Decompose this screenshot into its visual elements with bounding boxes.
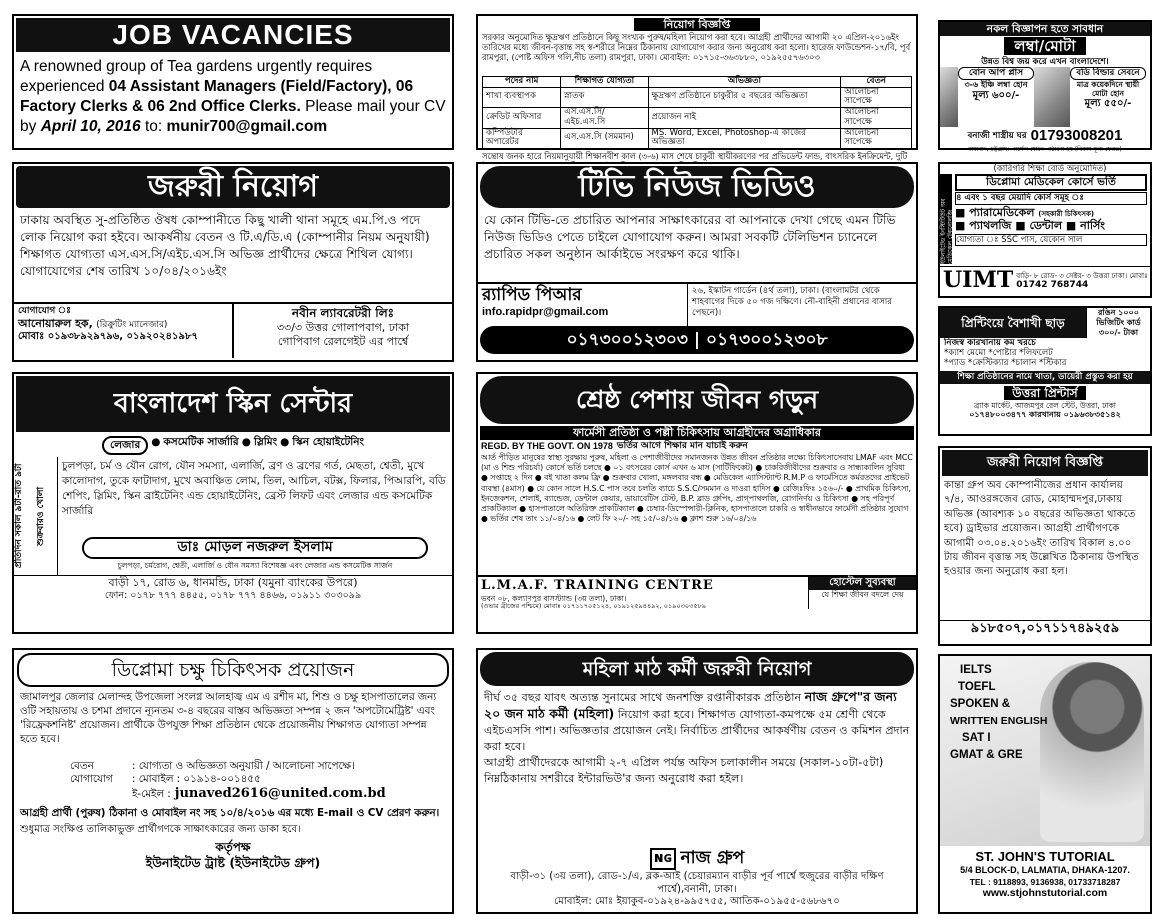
niyog-intro: সরকার অনুমোদিত ক্ষুদ্রঋণ প্রতিষ্ঠানে কিছু সংখ্যক পুরুষ/মহিলা নিয়োগ করা হবে। আগ্রহী প্রার্থীদের আগামী ২০ এপ্রিল-২০১৬ইং তারিখের মধ্যে জীবন-বৃত্তান্ত সহ স্ব-শরীরে নিম্নের ঠিকানায় যোগাযোগ করার জন্য অনুরোধ করা হলো। হারেজ ফাউন্ডেশন-১৭/বি, পূর্ব রামপুরা, (পোষ্ট অফিস গলি,নীচ তলা) রামপুরা, ঢাকা। মোবাইল: ০১৭১৫-৩৬৩৮৮০, ০১৯২৫৫৭৬৩০৩ (482, 31, 911, 62)
tv-news-body: যে কোন টিভি-তে প্রচারিত আপনার সাক্ষাৎকারের বা আপনাকে দেখা গেছে এমন টিভি নিউজ ভিডিও পেতে চাইলে যোগাযোগ করুন। আমরা সবকটি টেলিভিশন চ্যানেলে প্রচারিত সকল অনুষ্ঠান আর্কাইভে সংরক্ষণ করে থাকি। (484, 213, 896, 261)
joruri-contact-mobile[interactable]: মোবাঃ ০১৯৩৮৯২৯৭৯৬, ০১৯২০২৪১৯৮৭ (18, 330, 198, 342)
st-johns-website[interactable]: www.stjohnstutorial.com (982, 887, 1108, 900)
muscle-man-photo (1034, 67, 1070, 127)
joruri-niyog-ad: জরুরী নিয়োগ ঢাকায় অবস্থিত সু-প্রতিষ্ঠিত ঔষধ কোম্পানীতে কিছু খালী থানা সমূহে এম.পি.ও পদে লোক নিয়োগ করা হইবে। আকর্ষনীয় বেতন ও টি.এ/ডি.এ (কোম্পানীর নিয়ম অনুযায়ী) শিক্ষাগত যোগ্যতা এস.এস.সি/এইচ.এস.সি অভিজ্ঞ প্রার্থীদের ক্ষেত্রে শিথিল যোগ্য। যোগাযোগের শেষ তারিখ ১০/০৪/২০১৬ইং যোগাযোগ ঃ আনোয়ারুল হক, (রিক্রুটিং ম্যানেজার) মোবাঃ ০১৯৩৮৯২৯৭৯৬, ০১৯২০২৪১৯৮৭ নবীন ল্যাবরেটরী লিঃ ৩৩/৩ উত্তর গোলাপবাগ, ঢাকা গোপিবাগ রেলগেইট এর পার্শ্বে (12, 162, 454, 362)
st-johns-tel[interactable]: TEL : 9118893, 9136938, 01733718287 (969, 876, 1121, 887)
niyog-biggopti-ad (476, 14, 918, 162)
skin-center-ad: বাংলাদেশ স্কিন সেন্টার লেজার ● কসমেটিক সার্জারি ● স্লিমিং ● স্কিন হোয়াইটেনিং প্রতিদিন সকাল ৯টা-রাত ৯টা শুক্রবারও খোলা চুলপড়া, চর্ম ও যৌন রোগ, যৌন সমস্যা, এলার্জি, ব্রণ ও ব্রণের গর্ত, মেছতা, শ্বেতী, মুখে কালোদাগ, তুকে ফাটাদাগ, মুখে অবাঞ্চিত লোম, তিল, আচিল, বটক্স, ফিলার, পিআরপি, বডি শেপিং, স্লিমিং, স্কিন ব্রাইটেনিং এন্ড হোয়াইটেনিং, ব্রেস্ট লিফট এবং লেজার এন্ড কসমেটিক সার্জারি ডাঃ মোড়ল নজরুল ইসলাম চুলপড়া, চর্মরোগ, শ্বেতী, এলার্জি ও যৌন সমস্যা বিশেষজ্ঞ এবং লেজার এন্ড কসমেটিক সার্জন বাড়ী ১৭, রোড ৬, ধানমন্ডি, ঢাকা (যমুনা ব্যাংকের উপরে) ফোন: ০১৭৮ ৭৭৭ ৪৪৫৫, ০১৭৮ ৭৭৭ ৪৪৬৬, ০১৯১১ ৩০৩০৯৯ (12, 372, 454, 634)
job-vacancies-title: JOB VACANCIES (16, 18, 450, 52)
joruri-niyog-body: ঢাকায় অবস্থিত সু-প্রতিষ্ঠিত ঔষধ কোম্পানীতে কিছু খালী থানা সমূহে এম.পি.ও পদে লোক নিয়োগ করা হইবে। আকর্ষনীয় বেতন ও টি.এ/ডি.এ (কোম্পানীর নিয়ম অনুযায়ী) শিক্ষাগত যোগ্যতা এস.এস.সি/এইচ.এস.সি অভিজ্ঞ প্রার্থীদের ক্ষেত্রে শিথিল যোগ্য। যোগাযোগের শেষ তারিখ ১০/০৪/২০১৬ইং (20, 213, 430, 278)
skin-center-body: চুলপড়া, চর্ম ও যৌন রোগ, যৌন সমস্যা, এলার্জি, ব্রণ ও ব্রণের গর্ত, মেছতা, শ্বেতী, মুখে কালোদাগ, তুকে ফাটাদাগ, মুখে অবাঞ্চিত লোম, তিল, আচিল, বটক্স, ফিলার, পিআরপি, বডি শেপিং, স্লিমিং, স্কিন ব্রাইটেনিং এন্ড হোয়াইটেনিং, ব্রেস্ট লিফট এবং লেজার এন্ড কসমেটিক সার্জারি (62, 460, 446, 518)
uimt-phone[interactable]: 01742 768744 (1016, 279, 1089, 290)
joruri-niyog-2-body: কান্তা গ্রুপ অব কোম্পানীজের প্রধান কার্যালয় ৭/৪, আওরঙ্গজেব রোড, মোহাম্মদপুর,ঢাকায় অভিজ্ঞ (আবশ্যক ১০ বছরের অভিজ্ঞতা থাকতে হবে) ড্রাইভার প্রয়োজন। আগ্রহী প্রার্থীগণকে আগামী ০৩.০৪.২০১৬ইং তারিখ বিকাল ৪.০০ টায় জীবন বৃত্তান্ত সহ উল্লেখিত ঠিকানায় উপস্থিত হওয়ার জন্য অনুরোধ করা হল। (944, 480, 1139, 578)
uttara-printers-brand: উত্তরা প্রিন্টার্স (1004, 386, 1085, 400)
student-photo (1040, 662, 1144, 842)
chokkhu-mobile[interactable]: : মোবাইল : ০১৯১৪-০০১৪৫৫ (132, 772, 261, 785)
lomba-mota-ad: নকল বিজ্ঞাপন হতে সাবধান লম্বা/মোটা উন্নত বিশ্ব জয় করে এখন বাংলাদেশে। বোন আপ প্লাস ৩-৬ ইঞ্চি লম্বা হোন মূল্য ৬০০/- বডি বিল্ডার সেবনে মাত্র কয়েকদিনে স্থায়ী মোটা হোন মূল্য ৫৫০/- বনাজী শাস্ত্রীয় ঘর 01793008201 অম্বাবাদ, চট্টগ্রাম। পার্সেল যোগে পাঠানো হয় (বিকাশ মূল্য ফেরত) (938, 20, 1152, 150)
skin-center-phones[interactable]: ফোন: ০১৭৮ ৭৭৭ ৪৪৫৫, ০১৭৮ ৭৭৭ ৪৪৬৬, ০১৯১১ ৩০৩০৯৯ (104, 589, 362, 601)
tv-news-ad: টিভি নিউজ ভিডিও যে কোন টিভি-তে প্রচারিত আপনার সাক্ষাৎকারের বা আপনাকে দেখা গেছে এমন টিভি নিউজ ভিডিও পেতে চাইলে যোগাযোগ করুন। আমরা সবকটি টেলিভিশন চ্যানেলে প্রচারিত সকল অনুষ্ঠান আর্কাইভে সংরক্ষণ করে থাকি। র‍্যাপিড পিআর info.rapidpr@gmail.com ২৬, ইস্কাটন গার্ডেন (৪র্থ তলা), ঢাকা। (বাংলামটর থেকে শাহবাগের দিকে ৫০ গজ দক্ষিণে। নৌ-বাহিনী প্রধানের বাসার পেছনে)। ০১৭৩০০১২৩০৩ | ০১৭৩০০১২৩০৮ (476, 162, 918, 362)
joruri-niyog-2-phones[interactable]: ৯১৮৫০৭,০১৭১১৭৪৯২৫৯ (940, 620, 1150, 637)
fake-ad-warning: নকল বিজ্ঞাপন হতে সাবধান (940, 22, 1150, 36)
shrestho-pesha-body: আর্ত পীড়িত মানুষের স্বাস্থ্য সুরক্ষায় পুরুষ, মহিলা ও পেশাজীবীদের সমানজনক উন্নত জীবন প্রতিষ্ঠার লক্ষ্যে চিকিৎসাসেবায় LMAF এবং MCC (মা ও শিশু পরিচর্যা) কোর্সে ভর্তি চলছে ● ০১ বৎসরের কোর্স এখন ৬ মাস (সার্টিফিকেট) ● চাকরিজীবীদের শুক্রবার ও সান্ধ্যকালিন সুবিধা ● সপ্তাহে ২ দিন ● বই খাতা কলম ফ্রি ● শুক্রবার খোলা, মঙ্গলবার বন্ধ ● মেডিকেল এ্যাসিস্ট্যান্ট R.M.P ও ফার্মেসিতে কর্মরতদের প্রাইভেট ব্যবস্থা (৪মাস) ● যে কোন সালে H.S.C পাস তবে চলতি ব্যাচে S.S.C/সমমান ও দাওরা হাদিস ● রেজিঃফিঃ ১৫৬০/- ● প্রাথমিক চিকিৎসা, ইনজেকশন, শেলাই, ব্যান্ডেজ, ডেন্টাল কেয়ার, ডায়াবেটিস টেস্ট, B.P. ব্লাড গ্রুপিং, প্রাগ্‌পাথলজি, রোগনির্ণয় ও চিকিৎসা ● সহ পরিপূর্ণ প্রাকটিক্যাল ● হাসপাতালে অতিরিক্ত প্রাকটিক্যাল ● চেম্বার-ডিস্পেন্সারী-ক্লিনিক, হাসপাতালে চাকরি ও স্বাধীনভাবে ফার্মেসী প্রতিষ্ঠার সুযোগ ● ভর্তির শেষ তাং ১১/০৪/১৬ ● লেট ফি ২০/- সহ ১৫/০৪/১৬ ● ক্লাশ শুরু ১৬/০৪/১৬ (481, 453, 913, 524)
mohila-body: দীর্ঘ ৩৫ বছর যাবৎ অত্যন্ত সুনামের সাথে জনশক্তি রপ্তানীকারক প্রতিষ্ঠান নাজ গ্রুপে"র জন্য ২০ জন মাঠ কর্মী (মহিলা) নিয়োগ করা হবে। শিক্ষাগত যোগ্যতা-কমপক্ষে ৫ম শ্রেণী থেকে এইচএসসি পাশ। অভিজ্ঞতার প্রয়োজন নেই। নির্বাচিত প্রার্থীদের আকর্ষণীয় বেতন ও কমিশন প্রদান করা হবে। আগ্রহী প্রার্থীদেরকে আগামী ২-৭ এপ্রিল পর্যন্ত অফিস চলাকালীন সময়ে (সকাল-১০টা-৫টা) নিম্নঠিকানায় সশরীরে ইন্টারভিউ'র জন্য অনুরোধ করা হইল। (484, 689, 910, 785)
st-johns-name: ST. JOHN'S TUTORIAL (975, 849, 1115, 864)
st-johns-ad: IELTS TOEFL SPOKEN & WRITTEN ENGLISH SAT I GMAT & GRE ST. JOHN'S TUTORIAL 5/4 BLOCK-D, LALMATIA, DHAKA-1207. TEL : 9118893, 9136938, 01733718287 www.stjohnstutorial.com (938, 654, 1152, 914)
tall-man-photo (940, 67, 958, 127)
rapid-pr-email[interactable]: info.rapidpr@gmail.com (482, 306, 609, 319)
uimt-ad: (কারিগরি শিক্ষা বোর্ড অনুমোদিত) ইউনাইটেড ইনস্টিটিউট অব মেডিকেল টেকনোলজি ডিপ্লোমা মেডিকেল কোর্সে ভর্তি ৪ এবং ১ বছর মেয়াদি কোর্স সমূহ ঃ ■ প্যারামেডিকেল (সহকারী চিকিৎসক) ■ প্যাথলজি ■ ডেন্টাল ■ নার্সিং যোগ্যতা ঃ SSC পাস, যেকোন সাল UIMT বাড়ি- ৮ রোড- ৩ সেক্টর- ৩ উত্তরা ঢাকা। মোবাঃ 01742 768744 (938, 162, 1152, 298)
skin-services: লেজার ● কসমেটিক সার্জারি ● স্লিমিং ● স্কিন হোয়াইটেনিং (14, 434, 452, 457)
naz-group-logo-icon: ɴɢ (650, 848, 677, 870)
printing-title: প্রিন্টিংয়ে বৈশাখী ছাড় (940, 308, 1086, 338)
table-row: শাখা ব্যবস্থাপক স্নাতক ক্ষুদ্রঋণ প্রতিষ্ঠানে চাকুরীর ৫ বছরের অভিজ্ঞতা আলোচনা সাপেক্ষে (483, 87, 912, 108)
job-vacancies-body: A renowned group of Tea gardens urgently requires experienced 04 Assistant Managers (Field/Factory), 06 Factory Clerks & 06 2nd Office Clerks. Please mail your CV by April 10, 2016 to: munir700@gmail.com (20, 58, 446, 135)
mohila-title: মহিলা মাঠ কর্মী জরুরী নিয়োগ (480, 652, 914, 686)
job-vacancies-ad (12, 14, 454, 150)
shrestho-pesha-ad: শ্রেষ্ঠ পেশায় জীবন গড়ুন ফার্মেসী প্রতিষ্ঠা ও পল্লী চিকিৎসায় আগ্রহীদের অগ্রাধিকার REGD. BY THE GOVT. ON 1978 ভর্তির আগে শিক্ষার মান যাচাই করুন আর্ত পীড়িত মানুষের স্বাস্থ্য সুরক্ষায় পুরুষ, মহিলা ও পেশাজীবীদের সমানজনক উন্নত জীবন প্রতিষ্ঠার লক্ষ্যে চিকিৎসাসেবায় LMAF এবং MCC (মা ও শিশু পরিচর্যা) কোর্সে ভর্তি চলছে ● ০১ বৎসরের কোর্স এখন ৬ মাস (সার্টিফিকেট) ● চাকরিজীবীদের শুক্রবার ও সান্ধ্যকালিন সুবিধা ● সপ্তাহে ২ দিন ● বই খাতা কলম ফ্রি ● শুক্রবার খোলা, মঙ্গলবার বন্ধ ● মেডিকেল এ্যাসিস্ট্যান্ট R.M.P ও ফার্মেসিতে কর্মরতদের প্রাইভেট ব্যবস্থা (৪মাস) ● যে কোন সালে H.S.C পাস তবে চলতি ব্যাচে S.S.C/সমমান ও দাওরা হাদিস ● রেজিঃফিঃ ১৫৬০/- ● প্রাথমিক চিকিৎসা, ইনজেকশন, শেলাই, ব্যান্ডেজ, ডেন্টাল কেয়ার, ডায়াবেটিস টেস্ট, B.P. ব্লাড গ্রুপিং, প্রাগ্‌পাথলজি, রোগনির্ণয় ও চিকিৎসা ● সহ পরিপূর্ণ প্রাকটিক্যাল ● হাসপাতালে অতিরিক্ত প্রাকটিক্যাল ● চেম্বার-ডিস্পেন্সারী-ক্লিনিক, হাসপাতালে চাকরি ও স্বাধীনভাবে ফার্মেসী প্রতিষ্ঠার সুযোগ ● ভর্তির শেষ তাং ১১/০৪/১৬ ● লেট ফি ২০/- সহ ১৫/০৪/১৬ ● ক্লাশ শুরু ১৬/০৪/১৬ L.M.A.F. TRAINING CENTRE ভবন ০৮, কল্যাণপুর বাসস্ট্যান্ড (৩য় তলা), ঢাকা। (ওভার ব্রীজের পশ্চিমে) মোবাঃ ০১৭১১৭০৫১২৪, ০১৯১২৫৯৪৪৯২, ০১৯০৩০৩৫৮৯ হোস্টেল সুব্যবস্থা যে শিক্ষা জীবন বদলে দেয় (476, 372, 918, 634)
printing-phones[interactable]: ০১৭৪৮০০৩৪৭৭ কারখানায় ০১৯৬৩৮৩৫১৪২ (969, 409, 1121, 419)
shrestho-pesha-title: শ্রেষ্ঠ পেশায় জীবন গড়ুন (480, 376, 914, 424)
uimt-side-label: ইউনাইটেড ইনস্টিটিউট অব মেডিকেল টেকনোলজি (940, 174, 952, 264)
chokkhu-body: জামালপুর জেলার মেলান্দহ উপজেলা সংলগ্ন আলহাজ্ব এম এ রশীদ মা, শিশু ও চক্ষু হাসপাতালের জন্য ওটি সহায়তায় ও চশমা প্রদানে ন্যূনতম ৩-৪ বছরের বাস্তব অভিজ্ঞতা সম্পন্ন ২ জন 'অপটোমেট্রিষ্ট' এবং 'রিফ্রেকশনিষ্ট' প্রয়োজন। প্রার্থীকে উপযুক্ত শিক্ষা প্রতিষ্ঠান থেকে প্রয়োজনীয় শিক্ষাগত যোগ্যতা সম্পন্ন হতে হবে। (20, 691, 437, 745)
table-row: ক্রেডিট অফিসার এস.এস.সি/এইচ.এস.সি প্রয়োজন নাই আলোচনা সাপেক্ষে (483, 108, 912, 129)
mohila-ad: মহিলা মাঠ কর্মী জরুরী নিয়োগ দীর্ঘ ৩৫ বছর যাবৎ অত্যন্ত সুনামের সাথে জনশক্তি রপ্তানীকারক প্রতিষ্ঠান নাজ গ্রুপে"র জন্য ২০ জন মাঠ কর্মী (মহিলা) নিয়োগ করা হবে। শিক্ষাগত যোগ্যতা-কমপক্ষে ৫ম শ্রেণী থেকে এইচএসসি পাশ। অভিজ্ঞতার প্রয়োজন নেই। নির্বাচিত প্রার্থীদের আকর্ষণীয় বেতন ও কমিশন প্রদান করা হবে। আগ্রহী প্রার্থীদেরকে আগামী ২-৭ এপ্রিল পর্যন্ত অফিস চলাকালীন সময়ে (সকাল-১০টা-৫টা) নিম্নঠিকানায় সশরীরে ইন্টারভিউ'র জন্য অনুরোধ করা হইল। ɴɢ নাজ গ্রুপ বাড়ী-৩১ (৩য় তলা), রোড-১/এ, ব্লক-আই (চেয়ারম্যান বাড়ীর পূর্ব পার্শ্বে হুজুরের বাড়ীর দক্ষিণ পার্শ্বে),বনানী, ঢাকা। মোবাইল: মোঃ ইয়াকুব-০১৯২৪-৯৯৫৭৫৫, আতিক-০১৯৫৫-৫৬৮৬৭০ (476, 648, 918, 914)
tv-news-phones[interactable]: ০১৭৩০০১২৩০৩ | ০১৭৩০০১২৩০৮ (480, 326, 914, 354)
lmaf-centre-name: L.M.A.F. TRAINING CENTRE (481, 578, 714, 593)
tv-news-title: টিভি নিউজ ভিডিও (480, 166, 914, 208)
joruri-niyog-2-title: জরুরী নিয়োগ বিজ্ঞপ্তি (942, 450, 1148, 476)
table-row: কম্পিউটার অপারেটর এস.এস.সি (সমমান) MS. Word, Excel, Photoshop-এ কাজের অভিজ্ঞতা আলোচনা সাপেক্ষে (483, 128, 912, 149)
niyog-title: নিয়োগ বিজ্ঞপ্তি (634, 18, 761, 31)
joruri-niyog-2-ad (938, 446, 1152, 646)
chokkhu-email[interactable]: junaved2616@united.com.bd (174, 785, 386, 801)
naz-group-brand: নাজ গ্রুপ (680, 848, 745, 869)
skin-center-title: বাংলাদেশ স্কিন সেন্টার (16, 376, 450, 432)
lomba-mota-phone[interactable]: 01793008201 (1030, 127, 1123, 145)
uimt-logo: UIMT (943, 267, 1014, 294)
mohila-mobile[interactable]: মোবাইল: মোঃ ইয়াকুব-০১৯২৪-৯৯৫৭৫৫, আতিক-০১৯৫৫-৫৬৮৬৭০ (554, 895, 840, 907)
printing-ad: প্রিন্টিংয়ে বৈশাখী ছাড় রঙিন ১০০০ ভিজিটিং কার্ড ৩০০/- টাকা নিজস্ব কারখানায় কম খরচে *ক্যাশ মেমো *পোষ্টার *লিফলেট *প্যাড *ক্রেস্টিক্যার *চালান *স্টিকার শিক্ষা প্রতিষ্ঠানের নামে খাতা, ডায়েরী প্রস্তুত করা হয় উত্তরা প্রিন্টার্স ব্র্যাক মার্কেট, আজমপুর রেল স্টেট, উত্তরা, ঢাকা ০১৭৪৮০০৩৪৭৭ কারখানায় ০১৯৬৩৮৩৫১৪২ (938, 306, 1152, 436)
job-email-link[interactable]: munir700@gmail.com (166, 118, 328, 135)
chokkhu-ad: ডিপ্লোমা চক্ষু চিকিৎসক প্রয়োজন জামালপুর জেলার মেলান্দহ উপজেলা সংলগ্ন আলহাজ্ব এম এ রশীদ মা, শিশু ও চক্ষু হাসপাতালের জন্য ওটি সহায়তায় ও চশমা প্রদানে ন্যূনতম ৩-৪ বছরের বাস্তব অভিজ্ঞতা সম্পন্ন ২ জন 'অপটোমেট্রিষ্ট' এবং 'রিফ্রেকশনিষ্ট' প্রয়োজন। প্রার্থীকে উপযুক্ত শিক্ষা প্রতিষ্ঠান থেকে প্রয়োজনীয় শিক্ষাগত যোগ্যতা সম্পন্ন হতে হবে। বেতন : যোগ্যতা ও অভিজ্ঞতা অনুযায়ী / আলোচনা সাপেক্ষে। যোগাযোগ : মোবাইল : ০১৯১৪-০০১৪৫৫ ই-মেইল : junaved2616@united.com.bd আগ্রহী প্রার্থী (পুরুষ) ঠিকানা ও মোবাইল নং সহ ১০/৪/২০১৬ এর মধ্যে E-mail ও CV প্রেরণ করুন। শুধুমাত্র সংক্ষিপ্ত তালিকাভুক্ত প্রার্থীগণকে সাক্ষাৎকারের জন্য ডাকা হবে। কর্তৃপক্ষ ইউনাইটেড ট্রাষ্ট (ইউনাইটেড গ্রুপ) (12, 648, 454, 914)
st-johns-courses: IELTS TOEFL SPOKEN & WRITTEN ENGLISH SAT I GMAT & GRE (950, 664, 1048, 761)
rapid-pr-name: র‍্যাপিড পিআর (482, 285, 582, 305)
lomba-mota-subtitle: উন্নত বিশ্ব জয় করে এখন বাংলাদেশে। (981, 56, 1109, 67)
table-header-row: পদের নাম শিক্ষাগত যোগ্যতা অভিজ্ঞতা বেতন (483, 76, 912, 87)
niyog-footer: সন্তোষ জনক হারে নিয়মানুযায়ী শিক্ষানবীশ কাল (৩-৬) মাস শেষে চাকুরী স্থায়ীকরণের পর প্রভিডেন্ট ফান্ড, বাৎসরিক ইনক্রিমেন্ট, দুটি (482, 151, 908, 162)
lomba-mota-title: লম্বা/মোটা (1004, 37, 1085, 55)
joruri-niyog-title: জরুরী নিয়োগ (16, 166, 450, 208)
chokkhu-title: ডিপ্লোমা চক্ষু চিকিৎসক প্রয়োজন (17, 653, 449, 687)
niyog-table (482, 76, 912, 149)
skin-doctor-name: ডাঃ মোড়ল নজরুল ইসলাম (82, 537, 428, 559)
